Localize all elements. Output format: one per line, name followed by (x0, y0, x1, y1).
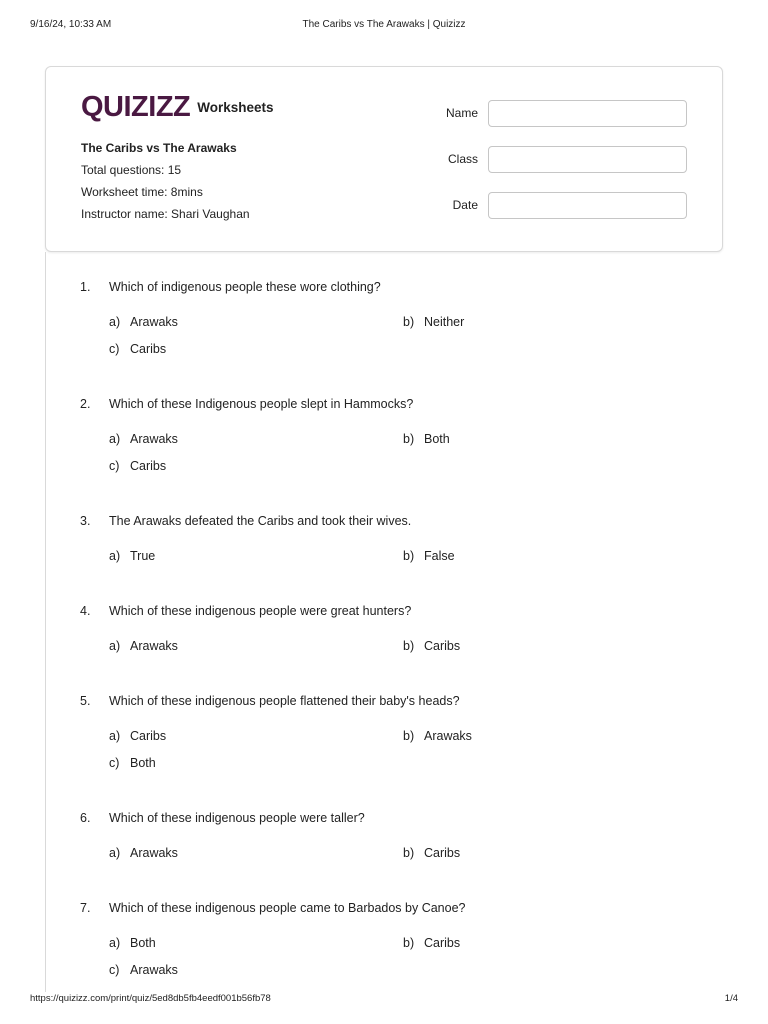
option-a: a) True (109, 549, 156, 563)
question-6 (80, 809, 697, 871)
question-number: 7. (80, 901, 91, 915)
worksheet-meta (81, 140, 250, 228)
class-input[interactable] (488, 146, 687, 173)
quizizz-logo (81, 91, 274, 123)
question-text: Which of these indigenous people were great hunters? (109, 604, 412, 618)
question-text: Which of these indigenous people came to Barbados by Canoe? (109, 901, 466, 915)
option-c: c) Both (109, 756, 156, 770)
option-a: a) Caribs (109, 729, 167, 743)
print-datetime: 9/16/24, 10:33 AM (30, 19, 112, 30)
name-field-row (438, 99, 687, 127)
question-text: Which of these indigenous people flattened their baby's heads? (109, 694, 460, 708)
option-a: a) Both (109, 936, 156, 950)
question-number: 2. (80, 397, 91, 411)
option-b: b) Both (403, 432, 450, 446)
worksheet-title: The Caribs vs The Arawaks (81, 141, 237, 155)
question-number: 5. (80, 694, 91, 708)
logo-text: QUIZIZZ (81, 91, 191, 123)
question-text: Which of indigenous people these wore clothing? (109, 280, 381, 294)
instructor-name: Instructor name: Shari Vaughan (81, 207, 250, 221)
option-b: b) Arawaks (403, 729, 472, 743)
date-field-row (438, 191, 687, 219)
question-number: 6. (80, 811, 91, 825)
worksheet-time: Worksheet time: 8mins (81, 185, 203, 199)
question-number: 3. (80, 514, 91, 528)
left-border (45, 252, 46, 992)
question-text: Which of these indigenous people were taller? (109, 811, 365, 825)
print-header (0, 19, 768, 33)
option-c: c) Arawaks (109, 963, 178, 977)
question-1 (80, 278, 697, 367)
question-4 (80, 602, 697, 664)
option-c: c) Caribs (109, 342, 167, 356)
question-number: 4. (80, 604, 91, 618)
question-text: Which of these Indigenous people slept in Hammocks? (109, 397, 414, 411)
option-a: a) Arawaks (109, 432, 178, 446)
option-b: b) Caribs (403, 936, 461, 950)
option-b: b) False (403, 549, 455, 563)
option-a: a) Arawaks (109, 315, 178, 329)
question-5 (80, 692, 697, 781)
option-b: b) Caribs (403, 639, 461, 653)
class-field-row (438, 145, 687, 173)
logo-subtitle: Worksheets (197, 99, 274, 115)
print-page-title: The Caribs vs The Arawaks | Quizizz (302, 19, 466, 30)
print-url: https://quizizz.com/print/quiz/5ed8db5fb4eedf001b56fb78 (30, 993, 271, 1004)
option-c: c) Caribs (109, 459, 167, 473)
option-b: b) Caribs (403, 846, 461, 860)
date-label: Date (452, 198, 478, 212)
name-label: Name (445, 106, 478, 120)
page-number: 1/4 (724, 993, 738, 1004)
option-a: a) Arawaks (109, 846, 178, 860)
question-7 (80, 899, 697, 988)
question-3 (80, 512, 697, 574)
option-a: a) Arawaks (109, 639, 178, 653)
worksheet-header-card (45, 66, 723, 252)
class-label: Class (447, 152, 478, 166)
date-input[interactable] (488, 192, 687, 219)
print-footer (0, 993, 768, 1007)
question-2 (80, 395, 697, 484)
total-questions: Total questions: 15 (81, 163, 182, 177)
question-text: The Arawaks defeated the Caribs and took their wives. (109, 514, 412, 528)
question-number: 1. (80, 280, 91, 294)
option-b: b) Neither (403, 315, 465, 329)
name-input[interactable] (488, 100, 687, 127)
